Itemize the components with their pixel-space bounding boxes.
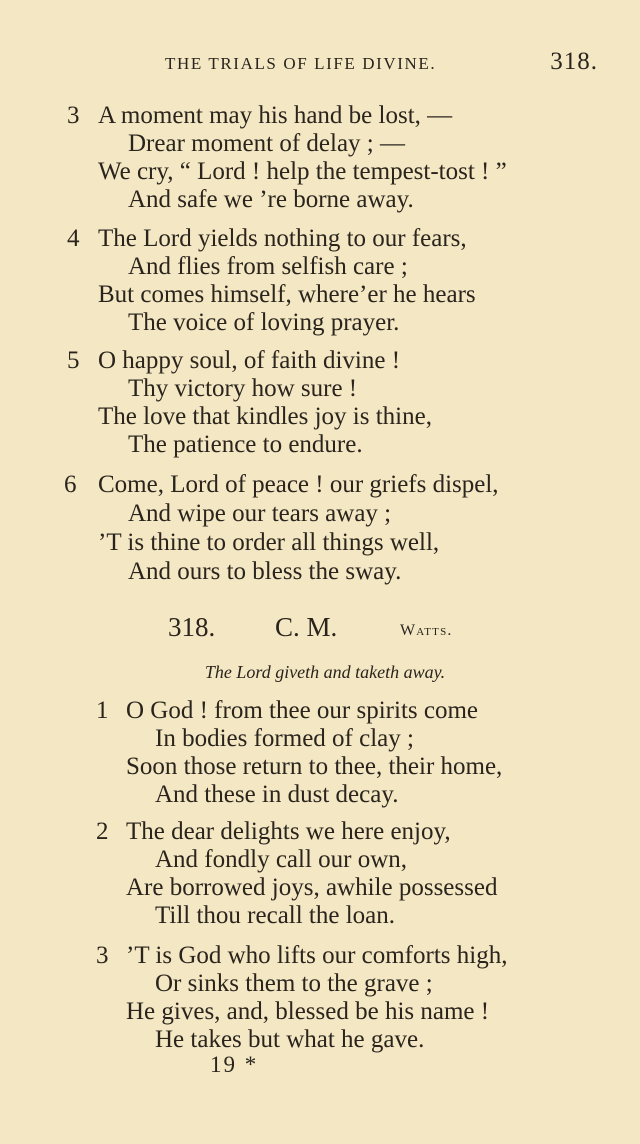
- verse-line: And safe we ’re borne away.: [128, 186, 414, 213]
- signature-mark: 19 *: [210, 1052, 259, 1077]
- verse-line: The love that kindles joy is thine,: [98, 403, 432, 430]
- page-number: 318.: [550, 48, 598, 75]
- verse-line: We cry, “ Lord ! help the tempest-tost ! ”: [98, 158, 507, 185]
- verse-line: Soon those return to thee, their home,: [126, 753, 503, 780]
- hymn-number: 318.: [168, 612, 216, 642]
- stanza-number: 5: [67, 347, 80, 374]
- verse-line: And these in dust decay.: [155, 781, 399, 808]
- verse-line: O God ! from thee our spirits come: [126, 697, 479, 724]
- verse-line: Come, Lord of peace ! our griefs dispel,: [98, 471, 499, 498]
- verse-line: He gives, and, blessed be his name !: [126, 998, 490, 1025]
- hymn-header: [0, 612, 640, 652]
- verse-line: The Lord yields nothing to our fears,: [98, 225, 467, 252]
- verse-line: Are borrowed joys, awhile possessed: [126, 874, 498, 901]
- running-head-title: THE TRIALS OF LIFE DIVINE.: [165, 54, 437, 73]
- verse-line: But comes himself, where’er he hears: [98, 281, 476, 308]
- verse-line: The voice of loving prayer.: [128, 309, 400, 336]
- verse-line: A moment may his hand be lost, —: [98, 102, 453, 129]
- stanza-number: 6: [64, 471, 77, 498]
- verse-line: He takes but what he gave.: [155, 1026, 425, 1053]
- verse-line: And fondly call our own,: [155, 846, 408, 873]
- verse-line: ’T is thine to order all things well,: [98, 529, 440, 556]
- verse-line: In bodies formed of clay ;: [155, 725, 414, 752]
- stanza-number: 3: [67, 102, 80, 129]
- verse-line: And flies from selfish care ;: [128, 253, 408, 280]
- stanza-number: 4: [67, 225, 80, 252]
- hymn-meter: C. M.: [275, 612, 338, 642]
- stanza-number: 1: [96, 697, 109, 724]
- verse-line: The patience to endure.: [128, 431, 363, 458]
- running-head: [0, 48, 640, 82]
- verse-line: And wipe our tears away ;: [128, 500, 392, 527]
- verse-line: Drear moment of delay ; —: [128, 130, 405, 157]
- verse-line: ’T is God who lifts our comforts high,: [126, 942, 508, 969]
- verse-line: O happy soul, of faith divine !: [98, 347, 401, 374]
- stanza-number: 2: [96, 818, 109, 845]
- verse-line: Till thou recall the loan.: [155, 902, 396, 929]
- verse-line: The dear delights we here enjoy,: [126, 818, 451, 845]
- hymn-subtitle: The Lord giveth and taketh away.: [204, 662, 446, 682]
- verse-line: Thy victory how sure !: [128, 375, 358, 402]
- hymn-author: Watts.: [400, 622, 453, 639]
- verse-line: Or sinks them to the grave ;: [155, 970, 433, 997]
- verse-line: And ours to bless the sway.: [128, 558, 402, 585]
- stanza-number: 3: [96, 942, 109, 969]
